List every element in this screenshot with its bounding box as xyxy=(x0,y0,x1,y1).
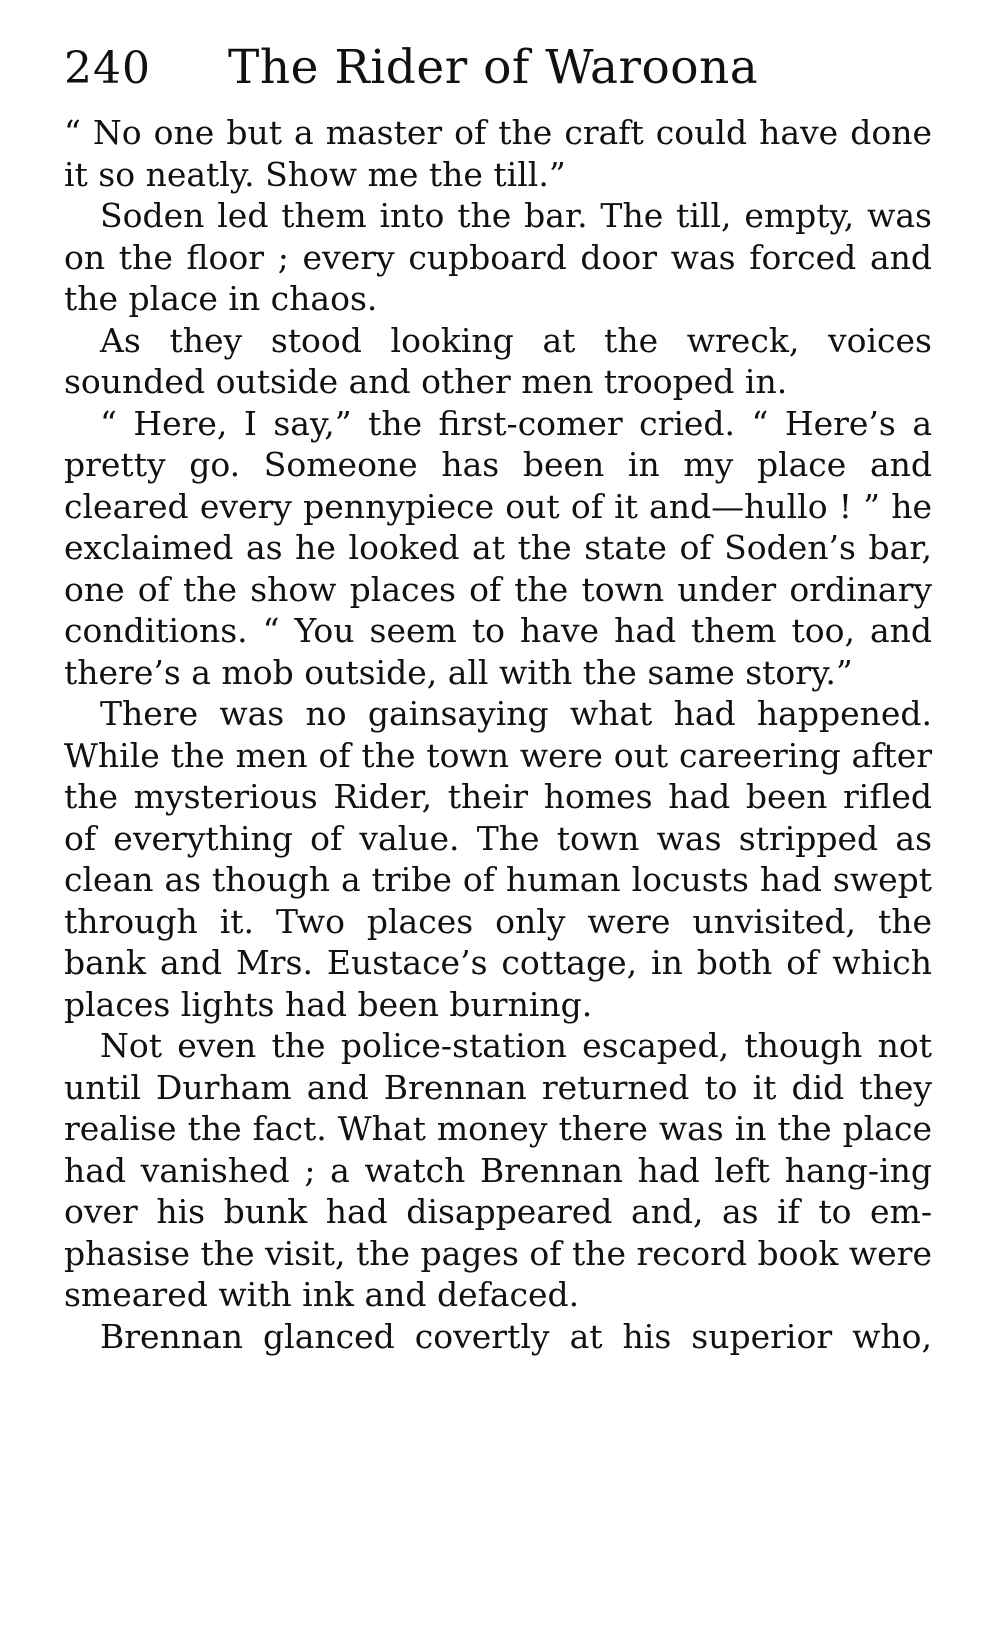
paragraph: Not even the police-station escaped, though not until Durham and Brennan returned to it did they realise the fact. What money there was in the place had vanished ; a watch Brennan had left hang-ing over his bunk had disappeared and, as if to em-phasise the visit, the pages of the record book were smeared with ink and defaced. xyxy=(64,1026,932,1314)
running-head xyxy=(64,40,932,112)
body-text xyxy=(64,112,932,1357)
book-title: The Rider of Waroona xyxy=(228,40,759,95)
paragraph: There was no gainsaying what had happened. While the men of the town were out careering after the mysterious Rider, their homes had been rifled of everything of value. The town was stripped as clean as though a tribe of human locusts had swept through it. Two places only were unvisited, the bank and Mrs. Eustace’s cottage, in both of which places lights had been burning. xyxy=(64,694,932,1024)
page-number: 240 xyxy=(64,43,151,94)
paragraph: As they stood looking at the wreck, voices sounded outside and other men trooped in. xyxy=(64,320,932,401)
paragraph: “ Here, I say,” the first-comer cried. “ Here’s a pretty go. Someone has been in my place and cleared every pennypiece out of it and—hullo ! ” he exclaimed as he looked at the state of Soden’s bar, one of the show places of the town under ordinary conditions. “ You seem to have had them too, and there’s a mob outside, all with the same story.” xyxy=(64,403,932,692)
paragraph: Brennan glanced covertly at his superior who, xyxy=(100,1316,932,1356)
paragraph: “ No one but a master of the craft could have done it so neatly. Show me the till.” xyxy=(64,113,932,194)
book-page xyxy=(64,40,932,1357)
paragraph: Soden led them into the bar. The till, empty, was on the floor ; every cupboard door was forced and the place in chaos. xyxy=(64,196,932,318)
